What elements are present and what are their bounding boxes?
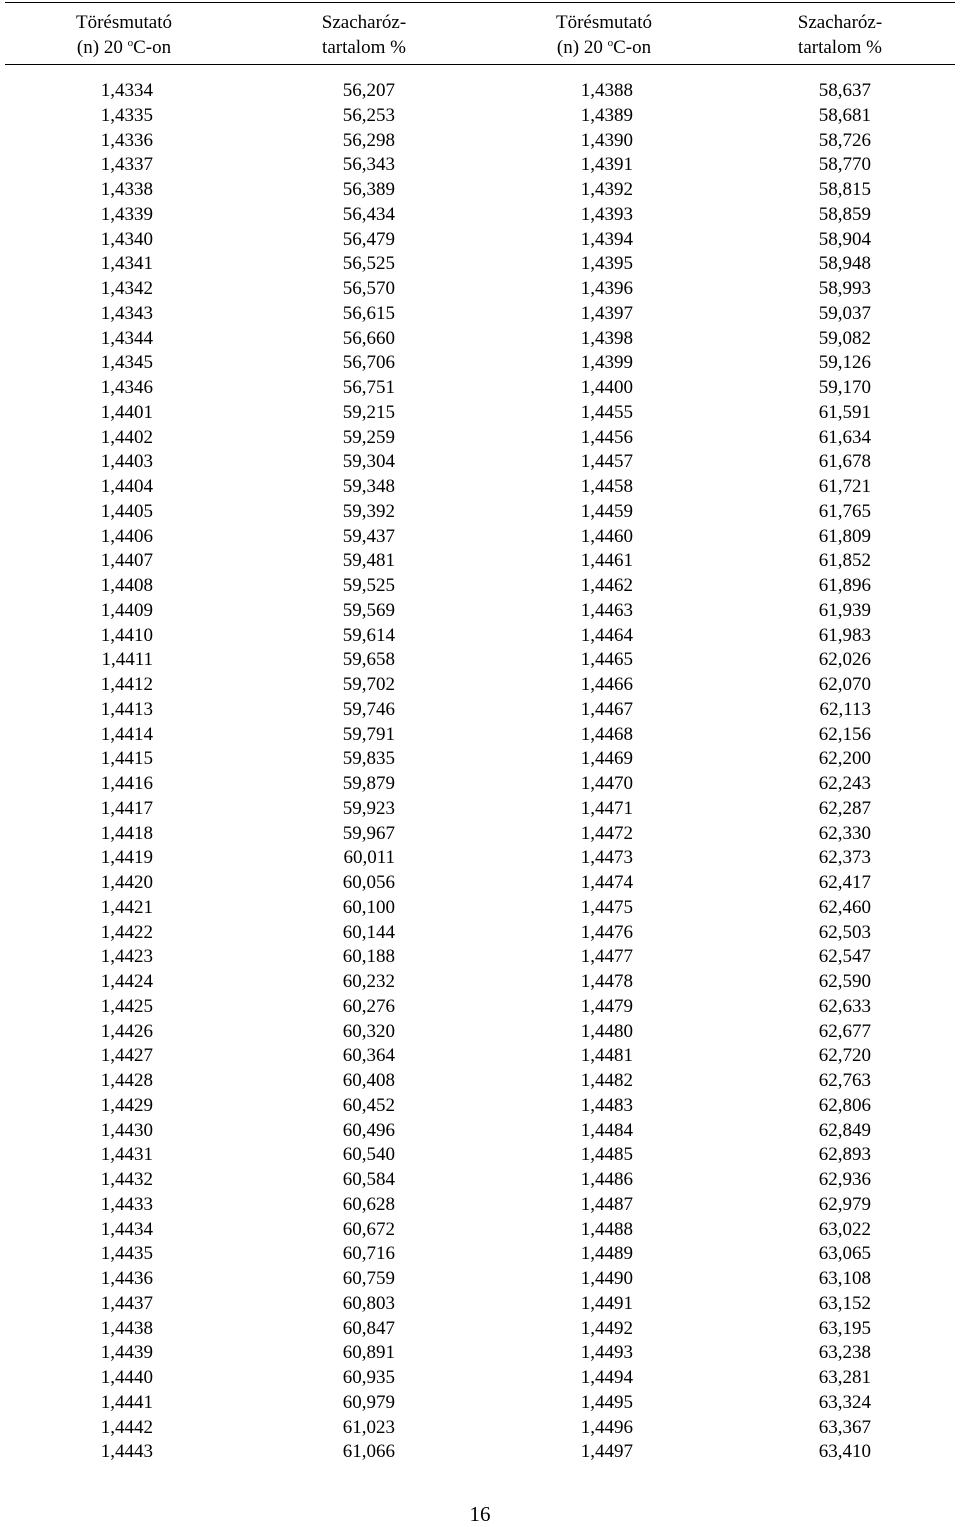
table-cell: 1,4472 [580, 822, 633, 844]
table-cell: 62,026 [818, 649, 871, 671]
table-cell: 63,367 [818, 1416, 871, 1438]
table-cell: 1,4443 [100, 1441, 153, 1463]
table-cell: 1,4455 [580, 401, 633, 423]
table-cell: 61,939 [818, 599, 871, 621]
table-cell: 62,287 [818, 797, 871, 819]
table-cell: 56,660 [342, 327, 395, 349]
table-cell: 1,4428 [100, 1070, 153, 1091]
table-cell: 59,259 [342, 426, 395, 448]
table-cell: 1,4413 [100, 698, 153, 720]
table-cell: 58,726 [818, 129, 871, 151]
table-cell: 1,4493 [580, 1342, 633, 1364]
table-cell: 1,4462 [580, 575, 633, 596]
table-cell: 60,847 [342, 1317, 395, 1339]
table-cell: 1,4395 [580, 253, 633, 275]
table-cell: 61,634 [818, 426, 871, 448]
table-cell: 59,614 [342, 624, 395, 646]
table-cell: 60,188 [342, 946, 395, 968]
table-cell: 1,4336 [100, 129, 153, 151]
table-cell: 1,4466 [580, 674, 633, 695]
table-cell: 60,759 [342, 1268, 395, 1289]
table-cell: 59,348 [342, 476, 395, 497]
table-cell: 56,207 [342, 80, 395, 101]
table-cell: 1,4477 [580, 946, 633, 968]
table-cell: 59,835 [342, 748, 395, 770]
table-cell: 62,373 [818, 847, 871, 869]
table-cell: 62,893 [818, 1144, 871, 1166]
table-cell: 60,672 [342, 1218, 395, 1240]
table-cell: 1,4399 [580, 352, 633, 374]
table-cell: 62,200 [818, 748, 871, 770]
table-cell: 60,540 [342, 1144, 395, 1166]
table-cell: 59,392 [342, 500, 395, 522]
table-cell: 1,4409 [100, 599, 153, 621]
table-cell: 1,4394 [580, 228, 633, 250]
table-cell: 1,4479 [580, 995, 633, 1017]
table-cell: 1,4488 [580, 1218, 633, 1240]
table-cell: 1,4412 [100, 674, 153, 695]
table-cell: 1,4486 [580, 1169, 633, 1190]
table-cell: 62,460 [818, 896, 871, 918]
table-cell: 1,4440 [100, 1367, 153, 1388]
table-cell: 56,751 [342, 377, 395, 398]
table-cell: 63,195 [818, 1317, 871, 1339]
table-cell: 1,4485 [580, 1144, 633, 1166]
table-cell: 1,4494 [580, 1367, 633, 1388]
table-cell: 1,4406 [100, 525, 153, 547]
table-cell: 59,923 [342, 797, 395, 819]
table-cell: 1,4496 [580, 1416, 633, 1438]
table-cell: 59,569 [342, 599, 395, 621]
table-cell: 62,806 [818, 1094, 871, 1116]
table-cell: 1,4473 [580, 847, 633, 869]
table-cell: 1,4402 [100, 426, 153, 448]
table-cell: 1,4334 [100, 80, 153, 101]
table-cell: 1,4481 [580, 1045, 633, 1067]
table-cell: 56,343 [342, 154, 395, 176]
table-cell: 59,215 [342, 401, 395, 423]
header-sucrose-content-2: Szacharóz- tartalom % [797, 12, 883, 58]
table-cell: 1,4411 [101, 649, 153, 671]
table-cell: 60,803 [342, 1292, 395, 1314]
table-cell: 1,4340 [100, 228, 153, 250]
header-refractive-index-2: Törésmutató (n) 20 $^o$C-on [555, 12, 653, 58]
table-cell: 60,320 [342, 1020, 395, 1042]
table-cell: 60,276 [342, 995, 395, 1017]
table-cell: 1,4392 [580, 179, 633, 200]
table-cell: 1,4456 [580, 426, 633, 448]
table-cell: 1,4391 [580, 154, 633, 176]
table-cell: 1,4436 [100, 1268, 153, 1289]
table-cell: 1,4398 [580, 327, 633, 349]
table-cell: 1,4417 [100, 797, 153, 819]
table-cell: 60,364 [342, 1045, 395, 1067]
table-cell: 1,4429 [100, 1094, 153, 1116]
table-cell: 58,904 [818, 228, 871, 250]
table-cell: 63,152 [818, 1292, 871, 1314]
table-cell: 62,633 [818, 995, 871, 1017]
table-cell: 56,525 [342, 253, 395, 275]
table-cell: 59,967 [342, 822, 395, 844]
table-cell: 1,4390 [580, 129, 633, 151]
table-cell: 62,936 [818, 1169, 871, 1190]
table-cell: 1,4346 [100, 377, 153, 398]
table-cell: 1,4396 [580, 278, 633, 299]
table-cell: 60,452 [342, 1094, 395, 1116]
table-cell: 62,547 [818, 946, 871, 968]
table-cell: 59,037 [818, 302, 871, 324]
table-cell: 58,681 [818, 104, 871, 126]
table-cell: 1,4433 [100, 1193, 153, 1215]
table-cell: 61,983 [818, 624, 871, 646]
table-cell: 59,525 [342, 575, 395, 596]
table-cell: 1,4465 [580, 649, 633, 671]
table-cell: 58,770 [818, 154, 871, 176]
table-cell: 1,4476 [580, 921, 633, 943]
table-cell: 1,4342 [100, 278, 153, 299]
table-cell: 61,721 [818, 476, 871, 497]
table-cell: 62,720 [818, 1045, 871, 1067]
table-cell: 1,4438 [100, 1317, 153, 1339]
header-refractive-index-1: Törésmutató (n) 20 $^o$C-on [75, 12, 173, 58]
table-cell: 60,716 [342, 1243, 395, 1265]
table-cell: 60,144 [342, 921, 395, 943]
table-cell: 1,4341 [100, 253, 153, 275]
table-cell: 1,4442 [100, 1416, 153, 1438]
table-cell: 59,481 [342, 550, 395, 572]
table-cell: 1,4457 [580, 451, 633, 473]
table-cell: 1,4389 [580, 104, 633, 126]
table-cell: 63,238 [818, 1342, 871, 1364]
table-cell: 1,4393 [580, 203, 633, 225]
table-cell: 1,4425 [100, 995, 153, 1017]
table-cell: 61,809 [818, 525, 871, 547]
table-cell: 56,434 [342, 203, 395, 225]
table-cell: 60,496 [342, 1119, 395, 1141]
table-cell: 58,637 [818, 80, 871, 101]
table-cell: 62,113 [819, 698, 871, 720]
table-cell: 1,4482 [580, 1070, 633, 1091]
table-cell: 59,126 [818, 352, 871, 374]
table-cell: 1,4432 [100, 1169, 153, 1190]
table-cell: 1,4467 [580, 698, 633, 720]
table-cell: 1,4415 [100, 748, 153, 770]
table-top-rule [5, 2, 955, 3]
table-cell: 59,791 [342, 723, 395, 745]
table-cell: 1,4403 [100, 451, 153, 473]
table-cell: 61,852 [818, 550, 871, 572]
table-cell: 1,4464 [580, 624, 633, 646]
table-cell: 1,4491 [580, 1292, 633, 1314]
table-cell: 1,4497 [580, 1441, 633, 1463]
table-cell: 61,023 [342, 1416, 395, 1438]
table-cell: 1,4405 [100, 500, 153, 522]
table-cell: 1,4463 [580, 599, 633, 621]
table-cell: 1,4404 [100, 476, 153, 497]
table-cell: 1,4426 [100, 1020, 153, 1042]
table-cell: 1,4430 [100, 1119, 153, 1141]
table-cell: 1,4468 [580, 723, 633, 745]
table-cell: 1,4416 [100, 773, 153, 794]
table-cell: 62,763 [818, 1070, 871, 1091]
table-cell: 1,4475 [580, 896, 633, 918]
table-cell: 63,281 [818, 1367, 871, 1388]
table-cell: 60,891 [342, 1342, 395, 1364]
table-cell: 60,056 [342, 872, 395, 893]
table-cell: 1,4400 [580, 377, 633, 398]
table-cell: 1,4495 [580, 1391, 633, 1413]
table-cell: 1,4345 [100, 352, 153, 374]
table-cell: 1,4388 [580, 80, 633, 101]
table-cell: 62,330 [818, 822, 871, 844]
table-cell: 1,4480 [580, 1020, 633, 1042]
table-cell: 1,4401 [100, 401, 153, 423]
header-bottom-rule [5, 64, 955, 65]
table-cell: 1,4439 [100, 1342, 153, 1364]
table-cell: 1,4344 [100, 327, 153, 349]
table-cell: 61,591 [818, 401, 871, 423]
table-cell: 59,304 [342, 451, 395, 473]
table-cell: 1,4470 [580, 773, 633, 794]
table-cell: 1,4419 [100, 847, 153, 869]
table-cell: 61,066 [342, 1441, 395, 1463]
table-cell: 1,4420 [100, 872, 153, 893]
table-cell: 58,993 [818, 278, 871, 299]
table-cell: 63,324 [818, 1391, 871, 1413]
table-cell: 1,4478 [580, 971, 633, 992]
column-refractive-index-2 [540, 79, 633, 1465]
table-cell: 62,243 [818, 773, 871, 794]
table-cell: 1,4337 [100, 154, 153, 176]
table-cell: 61,678 [818, 451, 871, 473]
table-cell: 58,948 [818, 253, 871, 275]
table-cell: 1,4489 [580, 1243, 633, 1265]
table-cell: 62,590 [818, 971, 871, 992]
table-cell: 1,4338 [100, 179, 153, 200]
table-cell: 60,408 [342, 1070, 395, 1091]
table-cell: 60,011 [343, 847, 395, 869]
table-cell: 58,859 [818, 203, 871, 225]
table-cell: 1,4410 [100, 624, 153, 646]
table-cell: 1,4424 [100, 971, 153, 992]
table-cell: 62,503 [818, 921, 871, 943]
table-cell: 62,070 [818, 674, 871, 695]
table-cell: 1,4339 [100, 203, 153, 225]
page-number: 16 [469, 1502, 491, 1526]
table-cell: 1,4408 [100, 575, 153, 596]
table-cell: 1,4423 [100, 946, 153, 968]
header-sucrose-content-1: Szacharóz- tartalom % [321, 12, 407, 58]
table-cell: 61,765 [818, 500, 871, 522]
table-cell: 1,4421 [100, 896, 153, 918]
table-cell: 1,4414 [100, 723, 153, 745]
table-cell: 1,4469 [580, 748, 633, 770]
table-cell: 60,232 [342, 971, 395, 992]
table-cell: 1,4458 [580, 476, 633, 497]
table-cell: 56,706 [342, 352, 395, 374]
table-cell: 56,298 [342, 129, 395, 151]
table-cell: 1,4471 [580, 797, 633, 819]
table-cell: 63,022 [818, 1218, 871, 1240]
column-sucrose-content-1 [300, 79, 395, 1465]
table-cell: 1,4407 [100, 550, 153, 572]
table-cell: 62,156 [818, 723, 871, 745]
table-cell: 59,702 [342, 674, 395, 695]
table-cell: 59,170 [818, 377, 871, 398]
table-cell: 1,4335 [100, 104, 153, 126]
table-cell: 63,108 [818, 1268, 871, 1289]
table-cell: 61,896 [818, 575, 871, 596]
table-cell: 59,437 [342, 525, 395, 547]
table-cell: 1,4343 [100, 302, 153, 324]
table-cell: 1,4435 [100, 1243, 153, 1265]
table-cell: 1,4490 [580, 1268, 633, 1289]
table-cell: 1,4418 [100, 822, 153, 844]
table-cell: 62,979 [818, 1193, 871, 1215]
table-cell: 59,082 [818, 327, 871, 349]
table-cell: 63,065 [818, 1243, 871, 1265]
table-cell: 1,4487 [580, 1193, 633, 1215]
column-refractive-index-1 [60, 79, 153, 1465]
table-cell: 63,410 [818, 1441, 871, 1463]
table-cell: 56,615 [342, 302, 395, 324]
table-cell: 56,479 [342, 228, 395, 250]
table-cell: 1,4431 [100, 1144, 153, 1166]
table-cell: 1,4459 [580, 500, 633, 522]
table-cell: 1,4474 [580, 872, 633, 893]
table-cell: 1,4437 [100, 1292, 153, 1314]
table-cell: 59,746 [342, 698, 395, 720]
table-cell: 62,849 [818, 1119, 871, 1141]
table-cell: 1,4397 [580, 302, 633, 324]
table-cell: 56,570 [342, 278, 395, 299]
table-cell: 60,100 [342, 896, 395, 918]
table-cell: 1,4460 [580, 525, 633, 547]
table-cell: 1,4484 [580, 1119, 633, 1141]
table-cell: 58,815 [818, 179, 871, 200]
table-cell: 59,879 [342, 773, 395, 794]
table-cell: 1,4483 [580, 1094, 633, 1116]
table-cell: 62,677 [818, 1020, 871, 1042]
table-cell: 1,4441 [100, 1391, 153, 1413]
table-cell: 56,389 [342, 179, 395, 200]
table-cell: 1,4492 [580, 1317, 633, 1339]
table-cell: 59,658 [342, 649, 395, 671]
table-cell: 1,4461 [580, 550, 633, 572]
table-cell: 56,253 [342, 104, 395, 126]
column-sucrose-content-2 [775, 79, 871, 1465]
table-cell: 1,4434 [100, 1218, 153, 1240]
table-cell: 60,935 [342, 1367, 395, 1388]
table-cell: 60,979 [342, 1391, 395, 1413]
table-cell: 60,584 [342, 1169, 395, 1190]
table-cell: 60,628 [342, 1193, 395, 1215]
table-cell: 1,4422 [100, 921, 153, 943]
table-cell: 62,417 [818, 872, 871, 893]
table-cell: 1,4427 [100, 1045, 153, 1067]
